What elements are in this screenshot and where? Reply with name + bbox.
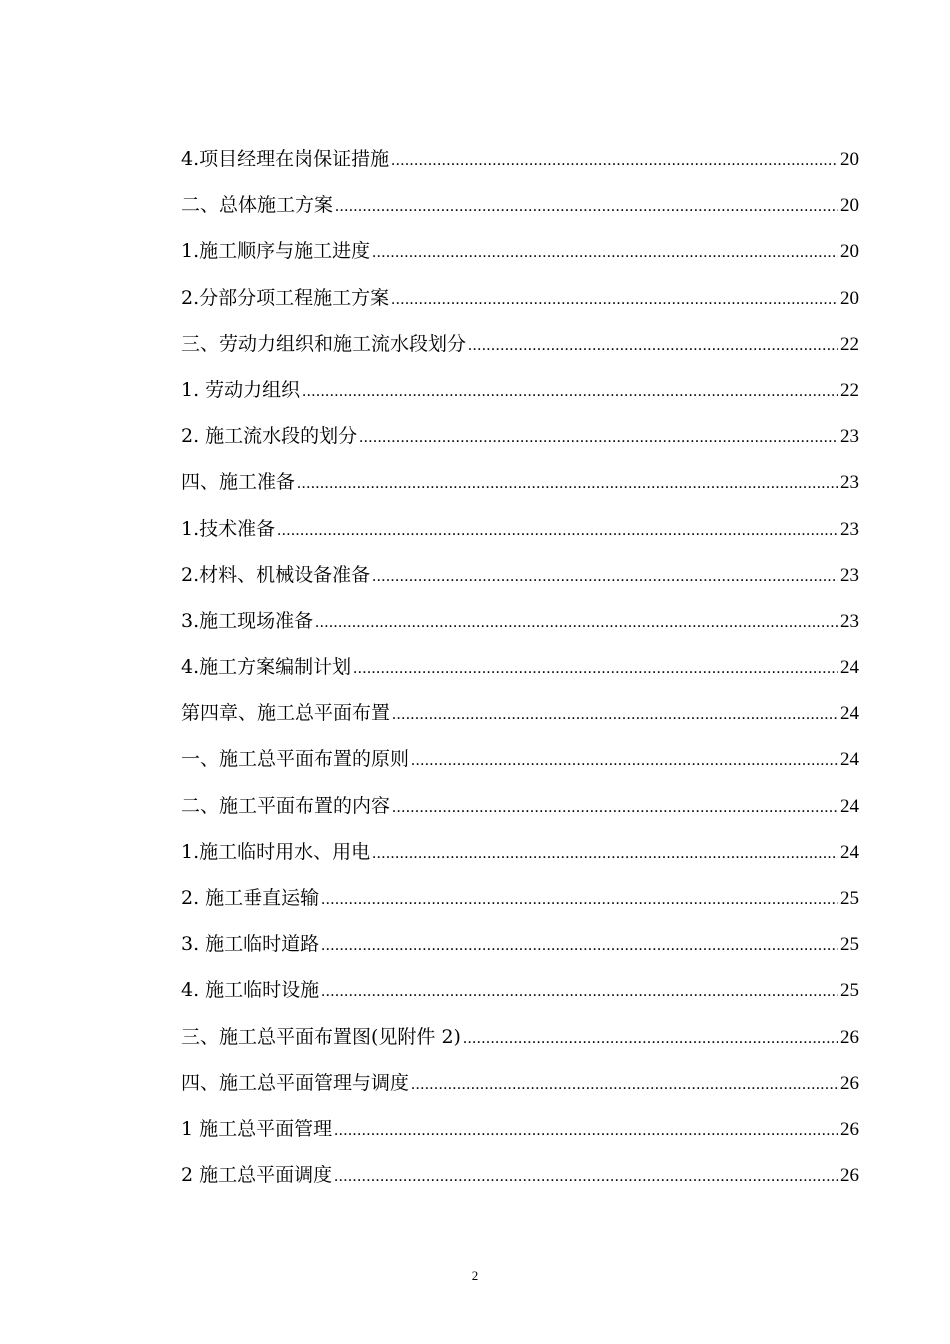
toc-entry-page: 24	[840, 703, 859, 725]
toc-leader-dots	[411, 1062, 838, 1108]
toc-entry-page: 24	[840, 841, 859, 863]
toc-entry-page: 24	[840, 795, 859, 817]
toc-entry-page: 20	[840, 287, 859, 309]
toc-entry-title: 1. 劳动力组织	[181, 378, 301, 401]
toc-entry-page: 26	[840, 1072, 859, 1094]
toc-leader-dots	[372, 831, 838, 877]
toc-entry-page: 22	[840, 379, 859, 401]
toc-entry-page: 20	[840, 149, 859, 170]
toc-entry-title: 3.施工现场准备	[181, 609, 314, 632]
toc-entry-page: 26	[840, 1026, 859, 1048]
toc-leader-dots	[321, 877, 838, 923]
toc-entry[interactable]	[181, 182, 859, 228]
toc-leader-dots	[321, 969, 838, 1015]
toc-leader-dots	[411, 738, 838, 784]
toc-entry[interactable]	[181, 275, 859, 321]
toc-entry-title: 2 施工总平面调度	[181, 1164, 333, 1187]
toc-entry-page: 26	[840, 1118, 859, 1140]
toc-entry[interactable]	[181, 552, 859, 598]
toc-entry-page: 24	[840, 749, 859, 771]
toc-leader-dots	[297, 461, 838, 507]
toc-entry-page: 22	[840, 333, 859, 355]
toc-entry-title: 4. 施工临时设施	[181, 979, 320, 1002]
toc-leader-dots	[391, 138, 838, 184]
toc-leader-dots	[353, 646, 838, 692]
toc-entry-title: 三、施工总平面布置图(见附件 2)	[181, 1025, 461, 1048]
toc-entry-page: 20	[840, 195, 859, 217]
toc-leader-dots	[315, 600, 838, 646]
toc-entry[interactable]	[181, 690, 859, 736]
toc-entry[interactable]	[181, 459, 859, 505]
toc-entry[interactable]	[181, 875, 859, 921]
toc-entry[interactable]	[181, 921, 859, 967]
toc-leader-dots	[372, 230, 838, 276]
toc-entry-title: 1.施工临时用水、用电	[181, 840, 371, 863]
toc-leader-dots	[321, 923, 838, 969]
toc-entry[interactable]	[181, 321, 859, 367]
toc-entry[interactable]	[181, 644, 859, 690]
toc-entry-page: 25	[840, 888, 859, 909]
toc-entry-title: 1 施工总平面管理	[181, 1117, 333, 1140]
toc-leader-dots	[359, 415, 838, 461]
toc-entry-title: 四、施工总平面管理与调度	[181, 1071, 410, 1094]
toc-entry-title: 一、施工总平面布置的原则	[181, 748, 410, 771]
toc-entry[interactable]	[181, 967, 859, 1013]
toc-entry-title: 第四章、施工总平面布置	[181, 702, 391, 725]
toc-entry[interactable]	[181, 736, 859, 782]
toc-leader-dots	[463, 1016, 838, 1062]
toc-leader-dots	[302, 369, 838, 415]
toc-entry[interactable]	[181, 598, 859, 644]
toc-entry[interactable]	[181, 1014, 859, 1060]
toc-entry[interactable]	[181, 1152, 859, 1198]
toc-entry-title: 1.技术准备	[181, 517, 276, 540]
toc-entry-title: 四、施工准备	[181, 471, 296, 494]
toc-entry-page: 24	[840, 657, 859, 679]
toc-leader-dots	[335, 184, 838, 230]
toc-leader-dots	[391, 277, 838, 323]
toc-entry-page: 26	[840, 1165, 859, 1187]
toc-entry-title: 4.施工方案编制计划	[181, 656, 352, 679]
toc-entry-title: 3. 施工临时道路	[181, 933, 320, 956]
toc-leader-dots	[372, 554, 838, 600]
toc-entry-page: 20	[840, 241, 859, 263]
toc-entry-title: 2. 施工流水段的划分	[181, 425, 358, 448]
toc-leader-dots	[334, 1154, 838, 1200]
toc-entry-title: 二、总体施工方案	[181, 194, 334, 217]
toc-entry-title: 2.材料、机械设备准备	[181, 563, 371, 586]
toc-leader-dots	[392, 692, 838, 738]
toc-leader-dots	[468, 323, 838, 369]
toc-entry[interactable]	[181, 367, 859, 413]
toc-entry-title: 2.分部分项工程施工方案	[181, 286, 390, 309]
toc-entry-title: 2. 施工垂直运输	[181, 887, 320, 909]
toc-entry-page: 23	[840, 518, 859, 540]
toc-entry[interactable]	[181, 228, 859, 274]
toc-entry[interactable]	[181, 829, 859, 875]
toc-entry[interactable]	[181, 783, 859, 829]
toc-leader-dots	[277, 508, 838, 554]
page-number: 2	[471, 1268, 479, 1283]
toc-entry[interactable]	[181, 506, 859, 552]
toc-entry-page: 23	[840, 472, 859, 494]
toc-entry-title: 1.施工顺序与施工进度	[181, 240, 371, 263]
toc-entry-page: 25	[840, 980, 859, 1002]
toc-entry-page: 23	[840, 610, 859, 632]
toc-entry[interactable]	[181, 1106, 859, 1152]
toc-entry[interactable]	[181, 1060, 859, 1106]
toc-leader-dots	[334, 1108, 838, 1154]
toc-entry-title: 三、劳动力组织和施工流水段划分	[181, 332, 467, 355]
toc-entry-title: 4.项目经理在岗保证措施	[181, 148, 390, 170]
toc-entry[interactable]	[181, 413, 859, 459]
toc-leader-dots	[392, 785, 838, 831]
toc-entry-page: 25	[840, 934, 859, 956]
table-of-contents	[181, 136, 859, 1198]
toc-entry-title: 二、施工平面布置的内容	[181, 794, 391, 817]
toc-entry-page: 23	[840, 426, 859, 448]
toc-entry-page: 23	[840, 564, 859, 586]
toc-entry[interactable]	[181, 136, 859, 182]
